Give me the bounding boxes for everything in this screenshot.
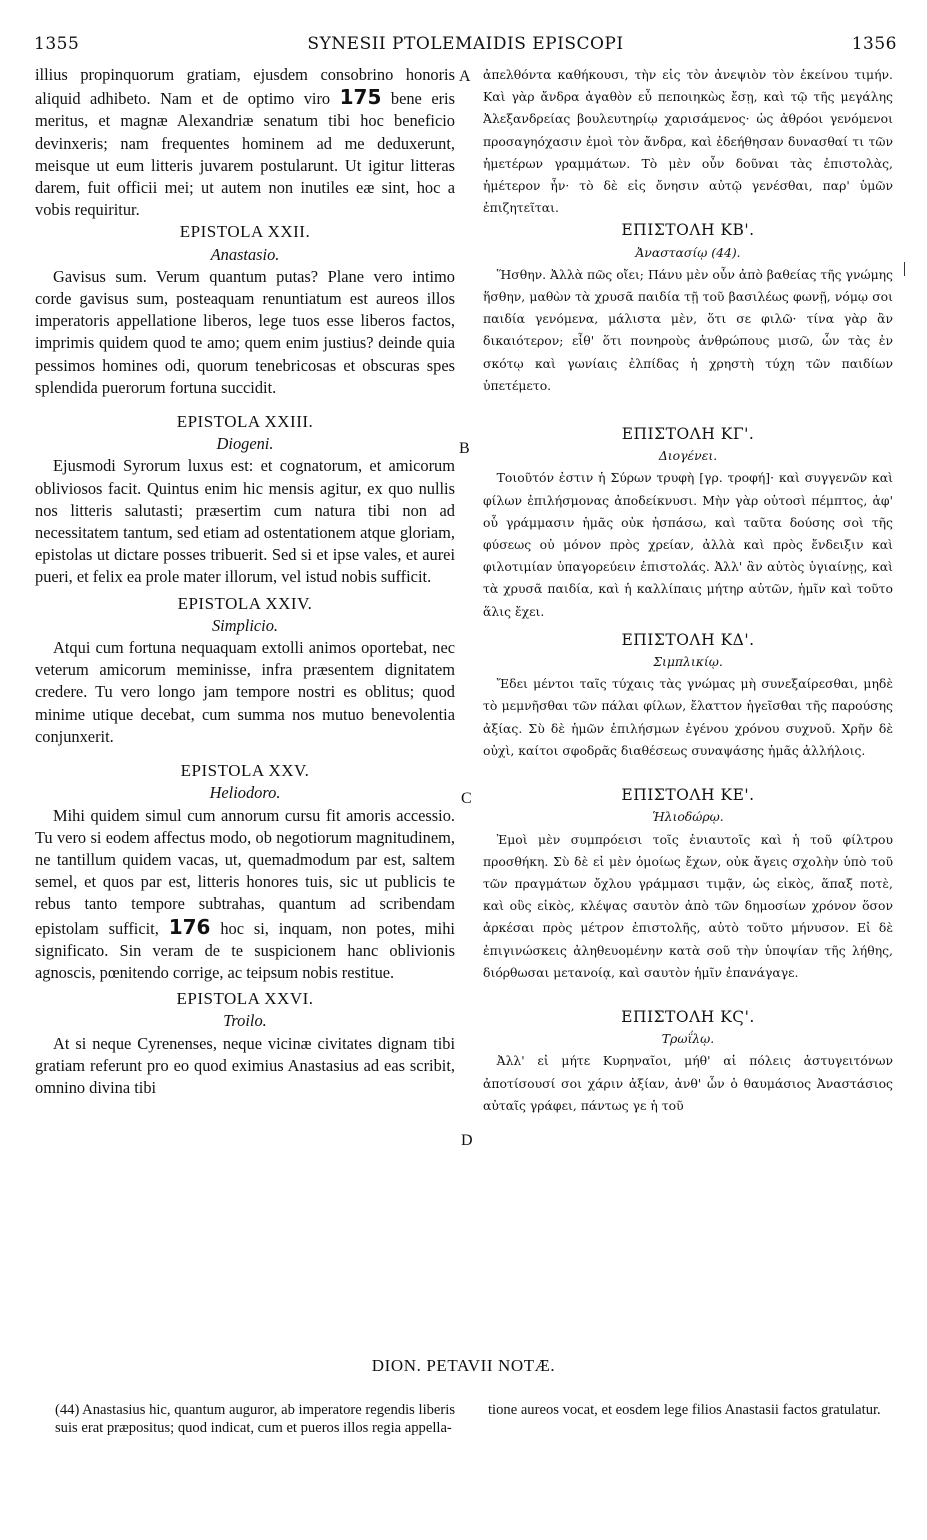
greek-epistle-23-addressee: Διογένει. [658,448,718,464]
latin-epistle-22-title: EPISTOLA XXII. [179,222,311,242]
margin-letter-d: D [461,1132,473,1149]
notes-title: DION. PETAVII NOTÆ. [371,1356,556,1375]
margin-letter-b: B [459,440,470,457]
greek-intro: ἀπελθόντα καθήκουσι, τὴν εἰς τὸν ἀνεψιὸν τὸν ἐκείνου τιμήν. Καὶ γὰρ ἄνδρα ἀγαθὸν εὖ πεποιηκὼς ἔσῃ, καὶ τῷ τῆς μεγάλης Ἀλεξανδρείας βουλευτηρίῳ χαρισάμενος· ὡς ἀθρόοι γενόμενοι προσαγηόχασιν ἐμοὶ τὸν ἄνδρα, καὶ ἐδεήθησαν δυνασθαί τι τῶν ἡμετέρων γραμμάτων. Τὸ μὲν οὖν δοῦναι τὰς ἐπιστολὰς, ἡμέτερον ἦν· τὸ δὲ εἰς ὄνησιν αὐτῷ γενέσθαι, παρ' ὑμῶν ἐπιζητεῖται. [483,67,893,216]
greek-epistle-25-addressee: Ἡλιοδώρῳ. [652,809,724,825]
greek-epistle-25-title: ΕΠΙΣΤΟΛΗ ΚΕ'. [621,786,755,805]
greek-epistle-22-title: ΕΠΙΣΤΟΛΗ ΚΒ'. [621,221,755,240]
margin-letter-a: A [459,68,471,85]
greek-epistle-23-text: Τοιοῦτόν ἐστιν ἡ Σύρων τρυφὴ [γρ. τροφή]· καὶ συγγενῶν καὶ φίλων ἐπιλήσμονας ἀποδείκνυσι. Μὴν γὰρ οὑτοσὶ πέμπτος, ἀφ' οὗ γράμμασιν ἡμᾶς οὐκ ἠσπάσω, καὶ ταῦτα δούσης σοὶ τῆς φύσεως οὐ μόνον πρὸς χρείαν, ἀλλὰ καὶ πρὸς ἔνδειξιν καὶ φιλοτιμίαν ὑπαγορεύειν ἐπιστολάς. Ἀλλ' ἂν αὐτὸς ὑγιαίνῃς, καὶ τὰ χρυσᾶ παιδία, καὶ ἡ καλλίπαις μήτηρ αὐτῶν, ἡμῖν καὶ τοῦτο ἅλις ἔχει. [483,470,893,619]
greek-epistle-26-text: Ἀλλ' εἰ μήτε Κυρηναῖοι, μήθ' αἱ πόλεις ἀστυγειτόνων ἀποτίσουσί σοι χάριν ἀξίαν, ἀνθ' ὧν ὁ θαυμάσιος Ἀναστάσιος αὐταῖς γράφει, πάντως γε ἡ τοῦ [483,1053,893,1113]
greek-column [483,64,893,1117]
margin-tick [904,262,905,276]
greek-epistle-24-text: Ἔδει μέντοι ταῖς τύχαις τὰς γνώμας μὴ συνεξαίρεσθαι, μηδὲ τὸ μεμνῆσθαι τῶν πάλαι φίλων, ἔλαττον ἡγεῖσθαι τῆς παρούσης ἀξίας. Σὺ δὲ ἡμῶν ἐπιλήσμων ἐγένου χρόνου συχνοῦ. Χρῆν δὲ οὐχὶ, καίτοι σφοδρᾶς διαθέσεως συναψάσης ἡμᾶς ἀλλήλοις. [483,676,893,758]
greek-epistle-22-text: Ἥσθην. Ἀλλὰ πῶς οἴει; Πάνυ μὲν οὖν ἀπὸ βαθείας τῆς γνώμης ἥσθην, μαθὼν τὰ χρυσᾶ παιδία τῇ τοῦ βασιλέως φωνῇ, νόμῳ σοι παιδία γενόμενα, μάλιστα μὲν, ὅτι σε φιλῶ· τίνα γὰρ ἂν δικαιότερον; εἶθ' ὅτι πονηροὺς ἀνθρώπους μισῶ, ὧν τὰς ἐν σκότῳ καὶ γωνίαις ἐλπίδας ἡ χρηστὴ τύχη τῶν παιδίων ὑπετέμετο. [483,266,893,393]
latin-epistle-26-title: EPISTOLA XXVI. [176,989,314,1009]
greek-epistle-26-addressee: Τρωΐλῳ. [661,1031,715,1047]
margin-letter-c: C [461,790,472,807]
running-title: SYNESII PTOLEMAIDIS EPISCOPI [307,34,624,54]
latin-epistle-23-text: Ejusmodi Syrorum luxus est: et cognatorum, et amicorum obliviosos facit. Quintus enim hic mensis agitur, ex quo nullis nos litteris salutasti; præsertim cum natura tibi non ad necessitatem tantum, sed etiam ad ostentationem atque gloriam, epistolas ut dictare posses tribuerit. Sed si et ipse vales, et aurei pueri, et felix ea prole mater illorum, vel istud nobis sufficit. [35,456,455,587]
column-number-175: 175 [339,85,382,110]
latin-epistle-22-addressee: Anastasio. [210,244,280,264]
latin-epistle-24-addressee: Simplicio. [211,615,278,635]
latin-epistle-23-addressee: Diogeni. [216,434,274,454]
greek-epistle-25-text: Ἐμοὶ μὲν συμπρόεισι τοῖς ἐνιαυτοῖς καὶ ἡ τοῦ φίλτρου προσθήκη. Σὺ δὲ εἰ μὲν ὁμοίως ἔχων, οὐκ ἄγεις σχολὴν ὑπὸ τοῦ τῶν πραγμάτων ὄχλου γράμμασι τιμᾷν, ὡς εἰκὸς, ἅπαξ ποτὲ, καὶ οὓς εἰκὸς, κλέψας σαυτὸν ἀπὸ τῶν δημοσίων χρόνον ὅσον ἀρκέσαι πρὸς μέτρον ἐπιστολῆς, αὐτὸ τοῦτο μήνυσον. Εἰ δὲ ἐπιγινώσκεις ἀληθευομένην κατὰ σοῦ τὴν ὑποψίαν τῆς λήθης, διόρθωσαι μετανοίᾳ, καὶ σαυτὸν ἡμῖν ἐπανάγαγε. [483,831,893,980]
left-page-number: 1355 [34,34,80,54]
latin-epistle-23-title: EPISTOLA XXIII. [176,412,314,432]
latin-epistle-25-text: Mihi quidem simul cum annorum cursu fit amoris accessio. Tu vero si eodem affectus modo, ob negotiorum magnitudinem, ne tantillum quidem vacas, ut, quemadmodum par est, saltem semel, et quos par est, litteris honores tuis, sic ut publicis te rebus tanto tempore subtrahas, quantum ad scribendam epistolam sufficit, 176 hoc si, inquam, non potes, mihi significato. Sin veram de te suspicionem hanc oblivionis agnoscis, pœnitendo corrige, ac teipsum nobis restitue. [35,805,455,982]
latin-epistle-24-title: EPISTOLA XXIV. [177,593,313,613]
greek-epistle-22-addressee: Ἀναστασίῳ (44). [635,244,741,260]
latin-epistle-24-text: Atqui cum fortuna nequaquam extolli animos oportebat, nec veterum amicorum meminisse, infra præsentem dignitatem credere. Tu vero longo jam tempore nostri es oblitus; quod minime utique decebat, cum summa nos mutuo benevolentia conjunxerit. [35,638,455,746]
greek-epistle-26-title: ΕΠΙΣΤΟΛΗ ΚϚ'. [621,1007,755,1026]
running-header [34,34,897,58]
latin-epistle-25-addressee: Heliodoro. [209,783,281,803]
latin-epistle-26-addressee: Troilo. [223,1011,267,1031]
latin-column [35,64,455,1099]
latin-epistle-22-text: Gavisus sum. Verum quantum putas? Plane vero intimo corde gavisus sum, posteaquam renuntiatum est aureos illos imperatoris appellatione liberos, lege tuos esse liberos factos, imprimis quidem quod te amo; quem enim justius? deinde quia pessimos homines odi, quorum tenebricosas et obscuras spes splendida puerorum fortuna succidit. [35,266,455,397]
greek-epistle-24-addressee: Σιμπλικίῳ. [653,654,723,670]
column-number-176: 176 [168,914,211,939]
note-44-left: (44) Anastasius hic, quantum auguror, ab imperatore regendis liberis suis erat præpositus; quod indicat, cum et pueros illos regia appella- [55,1401,455,1436]
note-44-right: tione aureos vocat, et eosdem lege filios Anastasii factos gratulatur. [488,1401,881,1418]
latin-epistle-26-text: At si neque Cyrenenses, neque vicinæ civitates dignam tibi gratiam referunt pro eo quod eximius Anastasius ad eas scribit, omnino divina tibi [35,1033,455,1097]
right-page-number: 1356 [851,34,897,54]
greek-epistle-23-title: ΕΠΙΣΤΟΛΗ ΚΓ'. [621,425,755,444]
latin-intro: illius propinquorum gratiam, ejusdem consobrino honoris aliquid adhibeto. Nam et de optimo viro 175 bene eris meritus, et magnæ Alexandriæ senatum tibi hoc beneficio devinxeris; nam frequentes hominem ad me deduxerunt, meisque ut eum litteris juvarem postularunt. Ut igitur litteras darem, fuit officii mei; ut autem non inutiles eæ sint, hoc a vobis requiritur. [35,65,455,220]
greek-epistle-24-title: ΕΠΙΣΤΟΛΗ ΚΔ'. [621,630,755,649]
latin-epistle-25-title: EPISTOLA XXV. [180,761,310,781]
